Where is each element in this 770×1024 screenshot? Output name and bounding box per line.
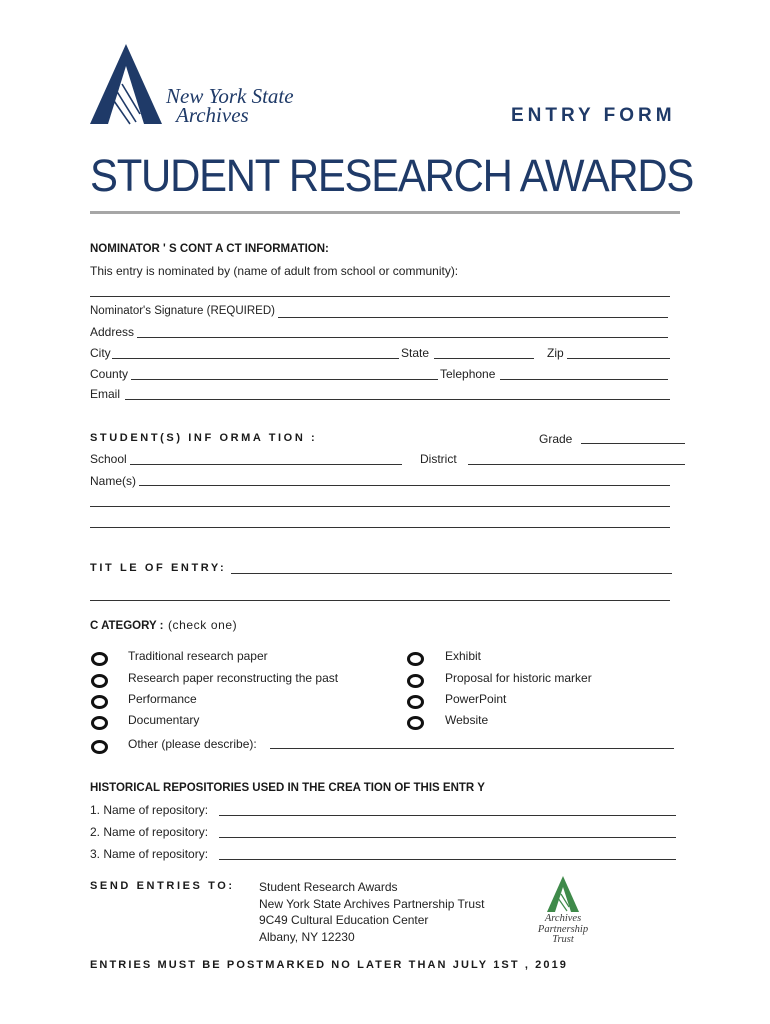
- city-label: City: [90, 346, 111, 360]
- logo-text-line1: New York State: [166, 84, 294, 108]
- send-entries-heading: SEND ENTRIES TO:: [90, 880, 235, 892]
- telephone-label: Telephone: [440, 367, 496, 381]
- category-heading: C ATEGORY :: [90, 620, 164, 632]
- email-line[interactable]: [125, 399, 670, 400]
- school-line[interactable]: [130, 464, 402, 465]
- address-line[interactable]: [137, 337, 668, 338]
- category-heading-row: [90, 616, 237, 634]
- trust-text-line-1: Archives: [544, 913, 582, 924]
- zip-label: Zip: [547, 346, 564, 360]
- partnership-trust-logo: [528, 876, 598, 950]
- nominator-intro: This entry is nominated by (name of adult from school or community):: [90, 264, 459, 278]
- logo-text-line2: Archives: [176, 103, 249, 127]
- category-option-historic-marker: Proposal for historic marker: [445, 671, 592, 685]
- signature-label: Nominator's Signature (REQUIRED): [90, 305, 275, 317]
- names-line-3[interactable]: [90, 527, 670, 528]
- category-radio-documentary[interactable]: [91, 716, 108, 730]
- nominator-heading: NOMINATOR ' S CONT A CT INFORMATION:: [90, 243, 329, 255]
- deadline-notice: ENTRIES MUST BE POSTMARKED NO LATER THAN JULY 1ST , 2019: [90, 959, 569, 971]
- grade-label: Grade: [539, 432, 573, 446]
- names-line-2[interactable]: [90, 506, 670, 507]
- address-line-2: New York State Archives Partnership Trust: [259, 896, 485, 911]
- grade-line[interactable]: [581, 443, 685, 444]
- category-option-reconstructing: Research paper reconstructing the past: [128, 671, 339, 685]
- repository-label-1: 1. Name of repository:: [90, 803, 209, 817]
- category-option-other: Other (please describe):: [128, 737, 257, 751]
- trust-text-line-2: Partnership: [537, 923, 589, 935]
- county-line[interactable]: [131, 379, 438, 380]
- address-line-3: 9C49 Cultural Education Center: [259, 913, 429, 927]
- category-option-website: Website: [445, 713, 489, 727]
- repository-line-3[interactable]: [219, 859, 676, 860]
- signature-line[interactable]: [278, 317, 668, 318]
- category-option-exhibit: Exhibit: [445, 649, 482, 663]
- category-radio-website[interactable]: [407, 716, 424, 730]
- repositories-heading: HISTORICAL REPOSITORIES USED IN THE CREA TION OF THIS ENTR Y: [90, 782, 485, 794]
- category-option-traditional: Traditional research paper: [128, 649, 268, 663]
- trust-triangle-icon: [546, 876, 580, 914]
- category-radio-traditional[interactable]: [91, 652, 108, 666]
- repository-line-2[interactable]: [219, 837, 676, 838]
- nysa-logo: [88, 44, 328, 128]
- category-radio-powerpoint[interactable]: [407, 695, 424, 709]
- mailing-address: [259, 879, 484, 945]
- names-line-1[interactable]: [139, 485, 670, 486]
- category-radio-other[interactable]: [91, 740, 108, 754]
- email-label: Email: [90, 387, 121, 401]
- school-label: School: [90, 452, 127, 466]
- student-heading: STUDENT(S) INF ORMA TION :: [90, 432, 318, 444]
- city-line[interactable]: [112, 358, 399, 359]
- category-hint: (check one): [167, 618, 238, 632]
- category-option-documentary: Documentary: [128, 713, 200, 727]
- trust-text: [528, 914, 598, 946]
- category-radio-historic-marker[interactable]: [407, 674, 424, 688]
- entry-form-label: ENTRY FORM: [511, 105, 676, 126]
- repository-label-2: 2. Name of repository:: [90, 825, 209, 839]
- state-line[interactable]: [434, 358, 534, 359]
- county-label: County: [90, 367, 129, 381]
- address-line-4: Albany, NY 12230: [259, 929, 355, 944]
- trust-text-line-3: Trust: [552, 934, 574, 945]
- title-of-entry-heading: TIT LE OF ENTRY:: [90, 562, 227, 574]
- category-radio-exhibit[interactable]: [407, 652, 424, 666]
- title-rule: [90, 211, 680, 214]
- category-option-powerpoint: PowerPoint: [445, 692, 507, 706]
- title-line-1[interactable]: [231, 573, 672, 574]
- page-title: STUDENT RESEARCH AWARDS: [90, 150, 694, 201]
- names-label: Name(s): [90, 474, 137, 488]
- repository-label-3: 3. Name of repository:: [90, 847, 209, 861]
- state-label: State: [401, 346, 430, 360]
- category-option-performance: Performance: [128, 692, 197, 706]
- archives-triangle-icon: [88, 44, 164, 126]
- address-line-1: Student Research Awards: [259, 880, 398, 894]
- address-label: Address: [90, 325, 135, 339]
- district-label: District: [420, 452, 457, 466]
- category-radio-reconstructing[interactable]: [91, 674, 108, 688]
- zip-line[interactable]: [567, 358, 670, 359]
- nominator-name-line[interactable]: [90, 296, 670, 297]
- category-radio-performance[interactable]: [91, 695, 108, 709]
- repository-line-1[interactable]: [219, 815, 676, 816]
- other-description-line[interactable]: [270, 748, 674, 749]
- title-line-2[interactable]: [90, 600, 670, 601]
- district-line[interactable]: [468, 464, 685, 465]
- telephone-line[interactable]: [500, 379, 668, 380]
